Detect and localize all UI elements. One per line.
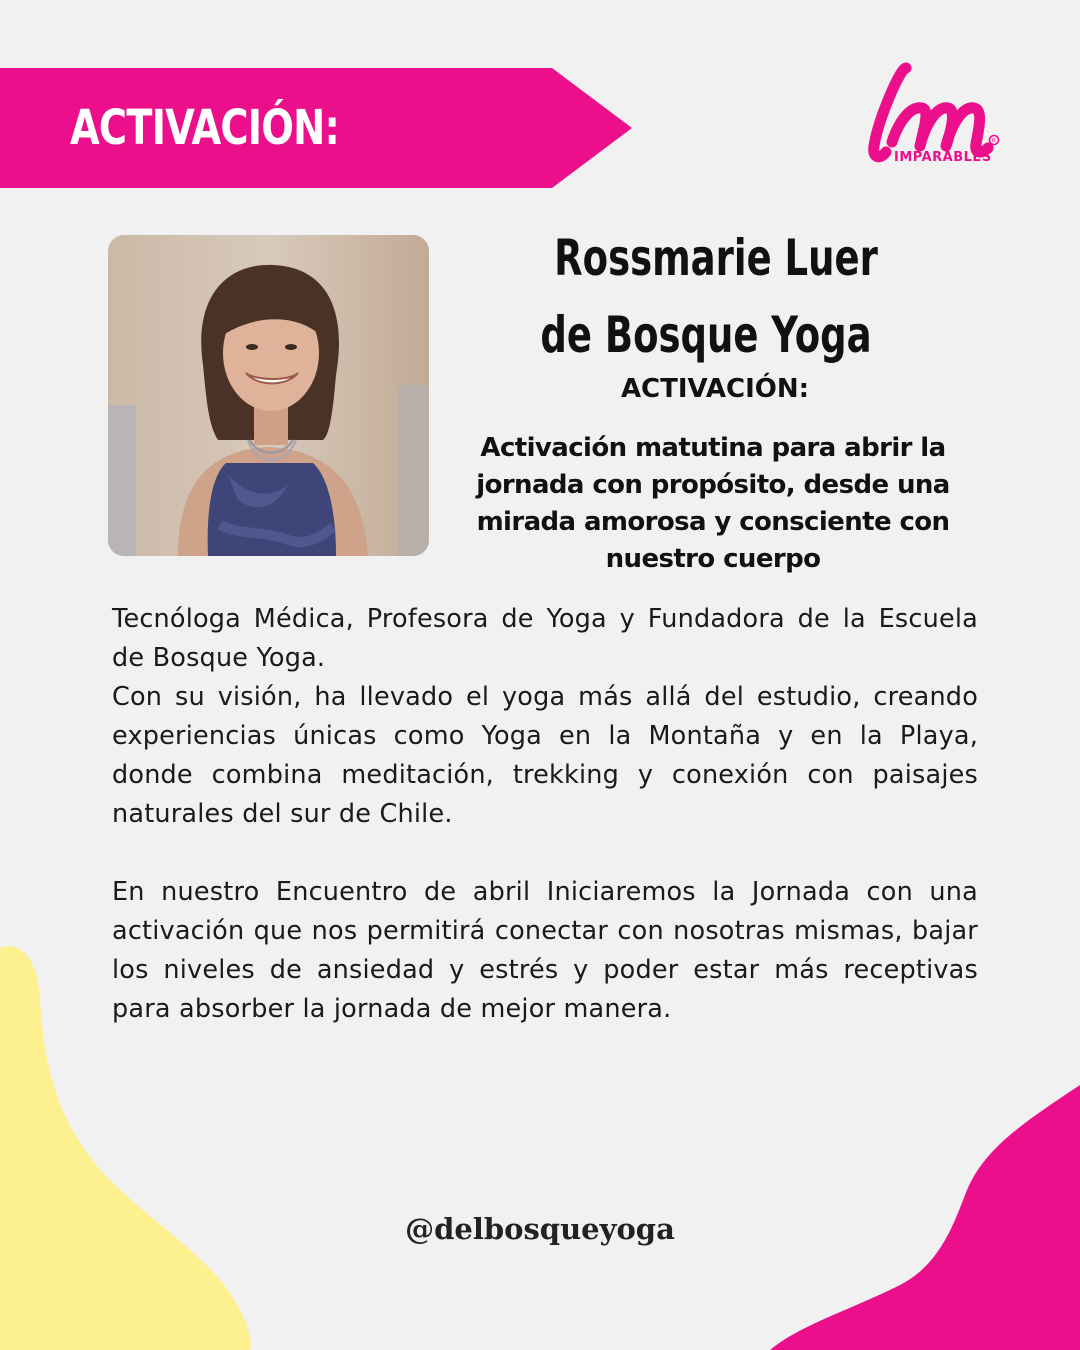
event-paragraph: En nuestro Encuentro de abril Iniciaremos la Jornada con una activación que nos permitirá conectar con nosotras mismas, bajar los niveles de ansiedad y estrés y poder estar más receptivas para absorber la jornada de mejor manera. — [112, 877, 978, 1024]
bio-paragraph-1: Tecnóloga Médica, Profesora de Yoga y Fundadora de la Escuela de Bosque Yoga. — [112, 604, 978, 673]
logo-wordmark: IMPARABLES — [894, 150, 992, 165]
activity-summary: Activación matutina para abrir la jornada con propósito, desde una mirada amorosa y consciente con nuestro cuerpo — [476, 433, 950, 574]
social-handle: @delbosqueyoga — [405, 1212, 675, 1246]
speaker-photo — [108, 235, 429, 556]
speaker-name-line1: Rossmarie Luer — [554, 229, 878, 287]
section-label: ACTIVACIÓN: — [620, 374, 810, 404]
banner-title: ACTIVACIÓN: — [70, 100, 340, 156]
speaker-name-line2: de Bosque Yoga — [540, 306, 872, 364]
magenta-blob-decoration — [760, 1085, 1080, 1350]
svg-text:R: R — [991, 137, 997, 145]
bio-paragraph-2: Con su visión, ha llevado el yoga más allá del estudio, creando experiencias únicas como Yoga en la Montaña y en la Playa, donde combina meditación, trekking y conexión con paisajes naturales del sur de Chile. — [112, 682, 978, 829]
